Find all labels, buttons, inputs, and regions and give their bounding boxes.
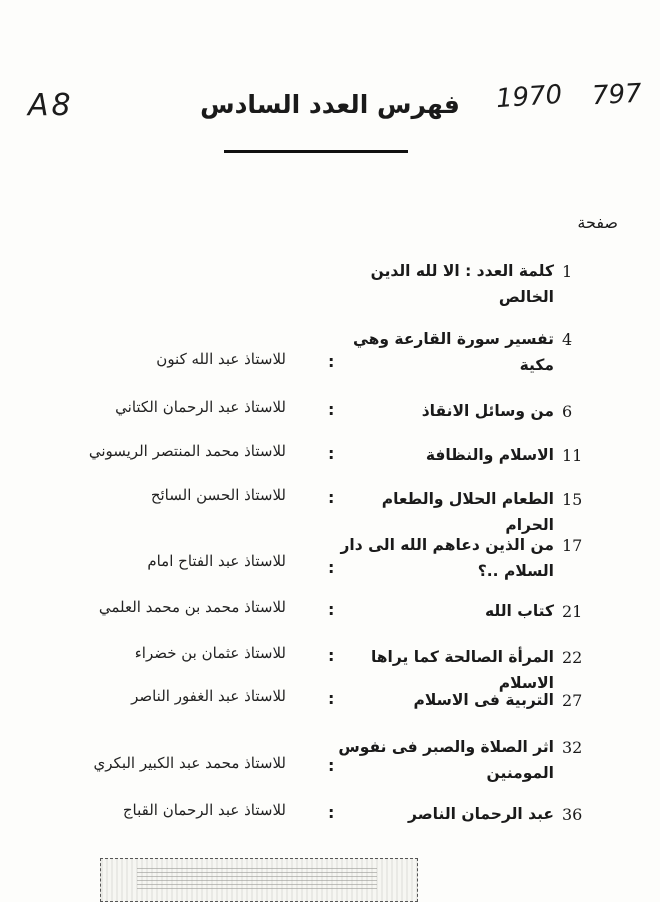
entry-title: اثر الصلاة والصبر فى نفوس المومنين: [338, 738, 554, 782]
stamp-print: [137, 867, 377, 889]
entry-separator: :: [328, 756, 335, 775]
entry-separator: :: [328, 600, 335, 619]
entry-page-number: 27: [562, 691, 583, 710]
entry-page-number: 1: [562, 262, 573, 281]
entry-page-number: 36: [562, 805, 583, 824]
entry-separator: :: [328, 400, 335, 419]
entry-title: من وسائل الانقاذ: [421, 402, 554, 420]
entry-title: من الذين دعاهم الله الى دار السلام ..؟: [340, 536, 554, 580]
entry-separator: :: [328, 488, 335, 507]
entry-separator: :: [328, 352, 335, 371]
entry-page-number: 32: [562, 738, 583, 757]
entry-author: للاستاذ محمد بن محمد العلمي: [98, 598, 286, 616]
entry-title: التربية فى الاسلام: [413, 691, 554, 709]
entry-title: الاسلام والنظافة: [425, 446, 554, 464]
library-stamp: [100, 858, 418, 902]
entry-page-number: 21: [562, 602, 583, 621]
handwritten-year: 1970: [495, 79, 564, 115]
entry-separator: :: [328, 646, 335, 665]
handwritten-number: 797: [591, 78, 643, 112]
entry-author: للاستاذ عبد الغفور الناصر: [131, 687, 286, 705]
entry-title: الطعام الحلال والطعام الحرام: [381, 490, 554, 534]
entry-separator: :: [328, 558, 335, 577]
entry-title: كتاب الله: [485, 602, 554, 620]
entry-author: للاستاذ عبد الله كنون: [156, 350, 286, 368]
entry-title: المرأة الصالحة كما يراها الاسلام: [370, 648, 554, 692]
entry-separator: :: [328, 689, 335, 708]
page-column-label: صفحة: [577, 213, 618, 232]
entry-author: للاستاذ محمد المنتصر الريسوني: [88, 442, 286, 460]
page-title: فهرس العدد السادس: [200, 90, 460, 119]
entry-page-number: 22: [562, 648, 583, 667]
entry-author: للاستاذ عبد الفتاح امام: [147, 552, 286, 570]
entry-author: للاستاذ عبد الرحمان الكتاني: [115, 398, 286, 416]
entry-page-number: 15: [562, 490, 583, 509]
entry-author: للاستاذ عبد الرحمان القباج: [122, 801, 286, 819]
entry-author: للاستاذ الحسن السائح: [150, 486, 286, 504]
entry-page-number: 4: [562, 330, 573, 349]
entry-title: كلمة العدد : الا لله الدين الخالص: [370, 262, 554, 306]
entry-separator: :: [328, 444, 335, 463]
entry-separator: :: [328, 803, 335, 822]
entry-page-number: 6: [562, 402, 573, 421]
handwritten-mark-a8: A8: [28, 88, 74, 123]
entry-page-number: 17: [562, 536, 583, 555]
entry-title: تفسير سورة القارعة وهي مكية: [352, 330, 554, 374]
entry-title: عبد الرحمان الناصر: [408, 805, 554, 823]
entry-page-number: 11: [562, 446, 583, 465]
entry-author: للاستاذ عثمان بن خضراء: [134, 644, 286, 662]
title-underline: [224, 150, 408, 153]
entry-author: للاستاذ محمد عبد الكبير البكري: [93, 754, 286, 772]
